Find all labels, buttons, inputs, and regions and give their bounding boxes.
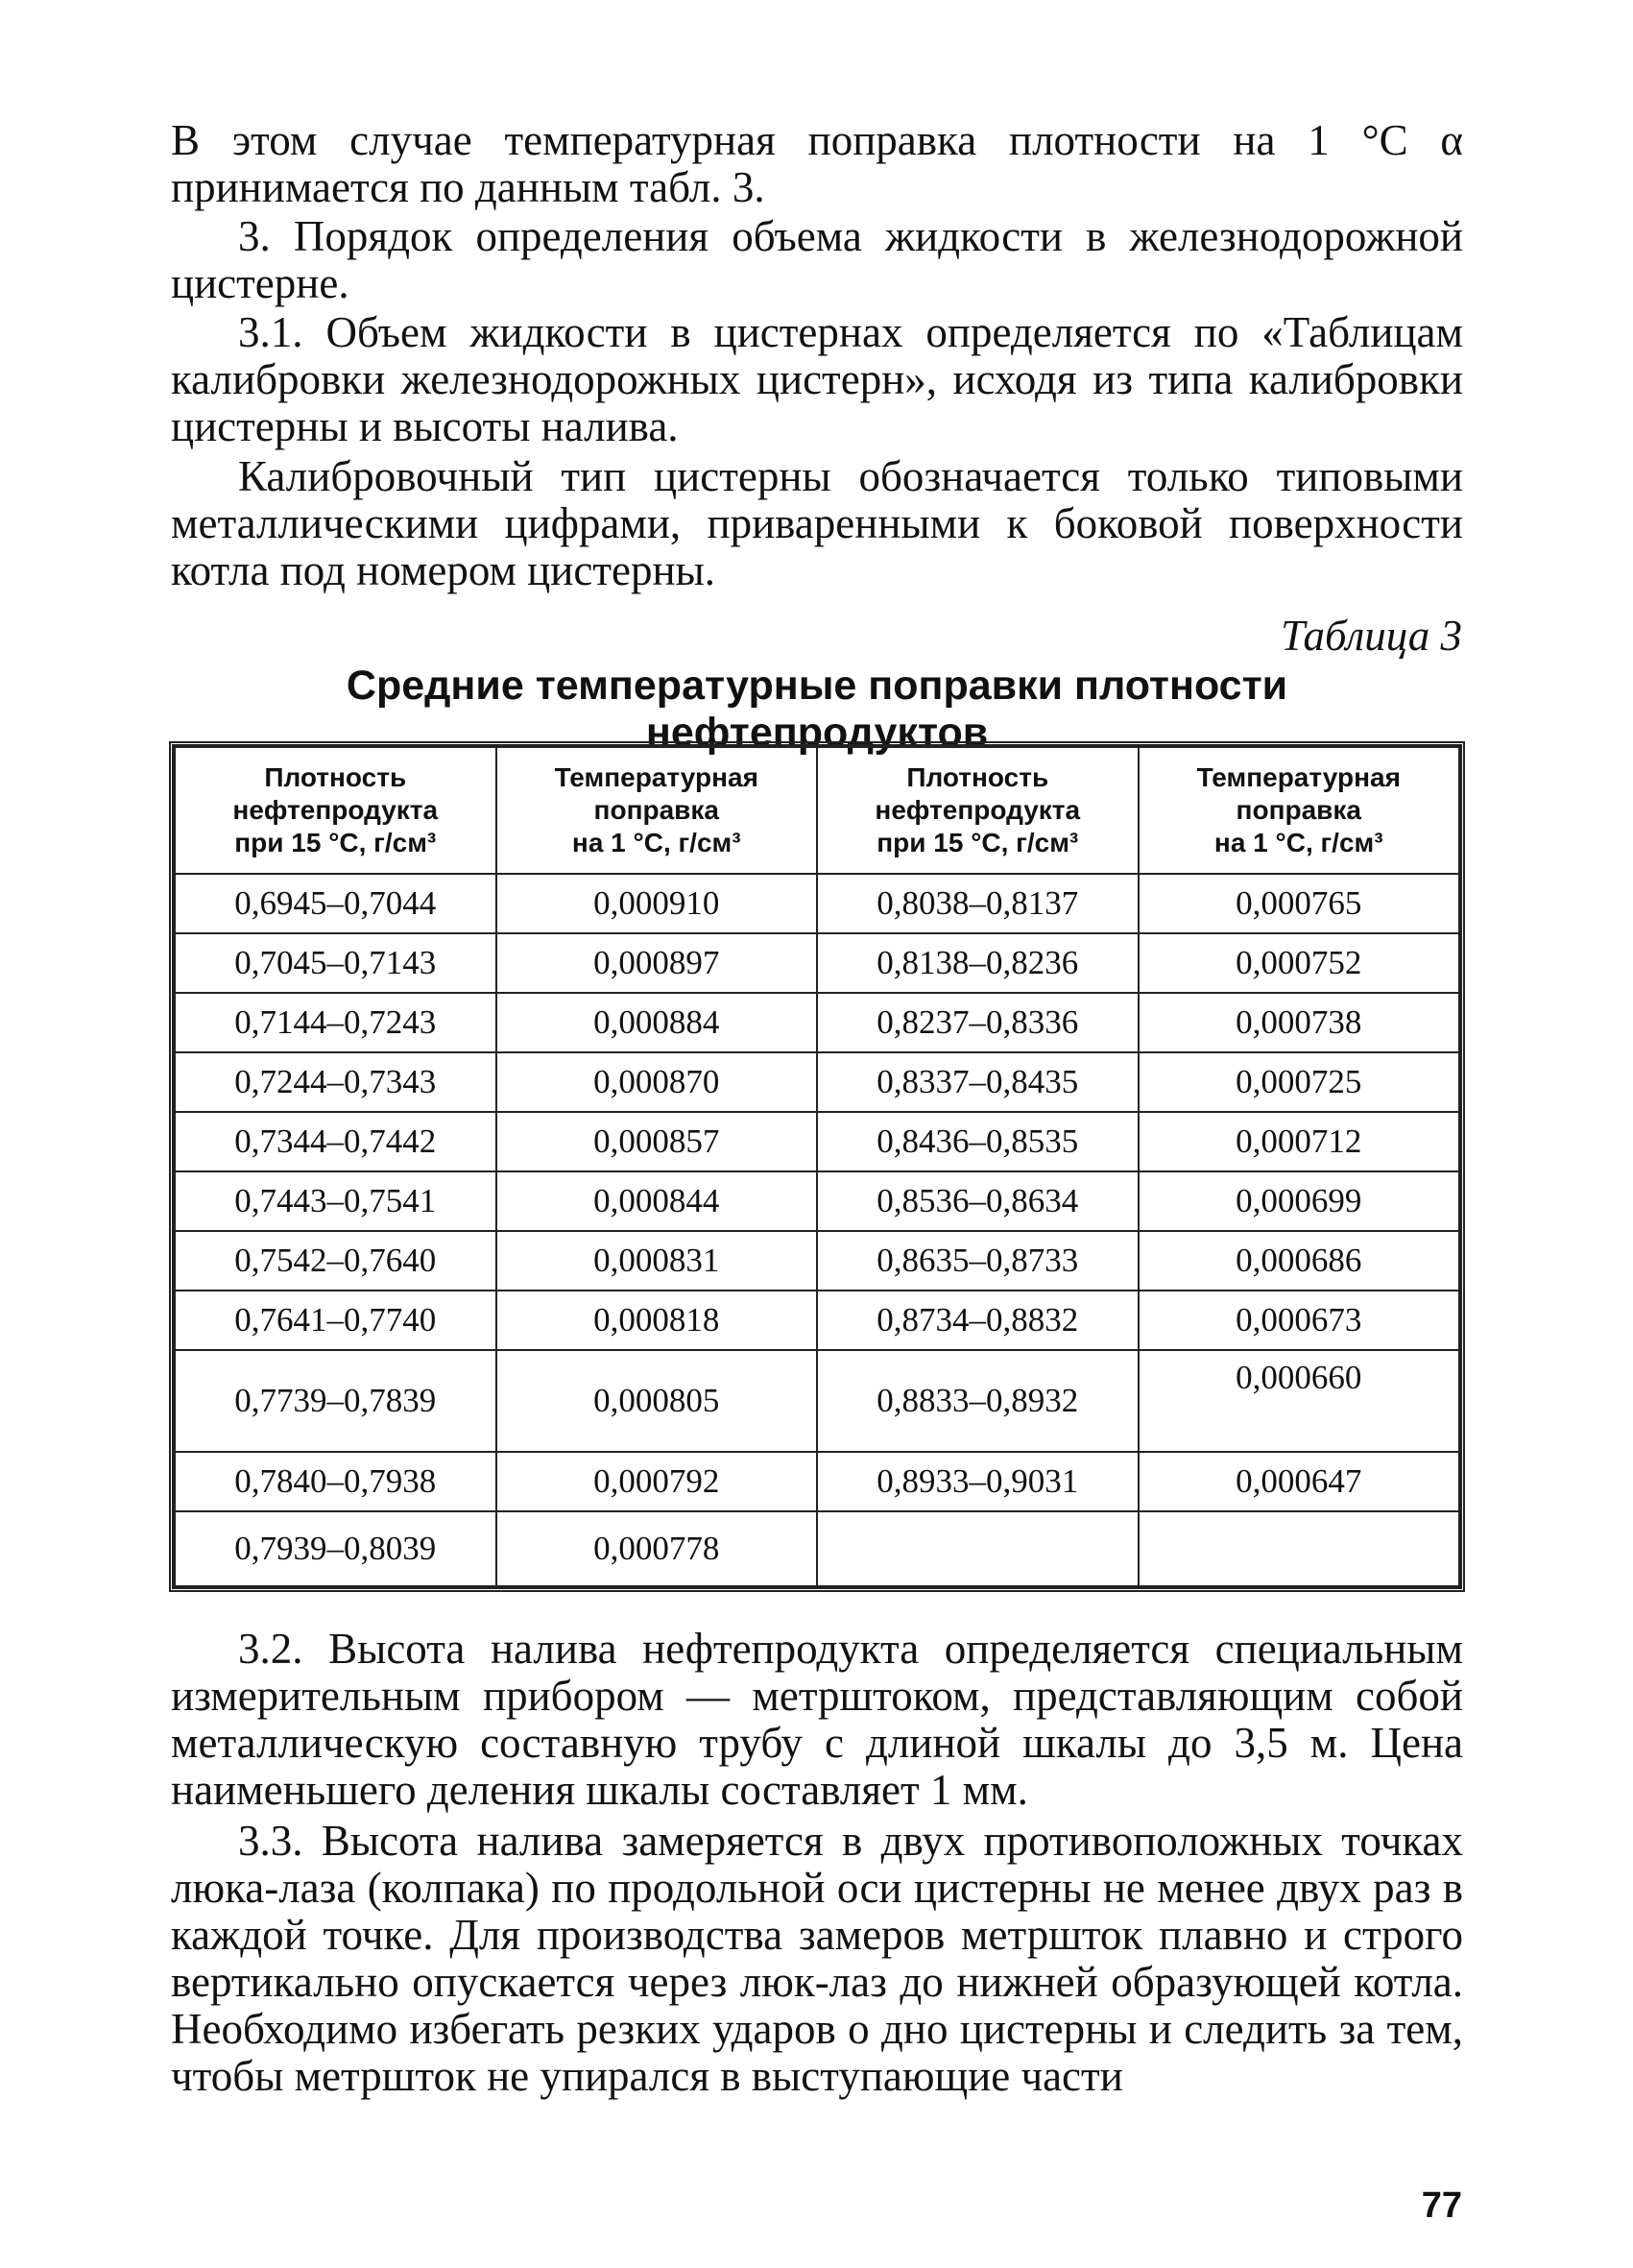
table-label: Таблица 3 (1281, 612, 1462, 660)
table-cell: 0,6945–0,7044 (175, 874, 496, 933)
table-row (175, 1231, 1459, 1291)
table-cell: 0,000686 (1139, 1231, 1460, 1291)
table-cell: 0,8933–0,9031 (817, 1452, 1139, 1511)
table-row (175, 993, 1459, 1052)
paragraph-section-3: 3. Порядок определения объема жидкости в железнодорожной цистерне. (171, 212, 1463, 307)
table-row (175, 874, 1459, 933)
table-cell: 0,7542–0,7640 (175, 1231, 496, 1291)
table-cell: 0,7939–0,8039 (175, 1511, 496, 1586)
table-cell: 0,000765 (1139, 874, 1460, 933)
table-cell: 0,000647 (1139, 1452, 1460, 1511)
table-row (175, 1452, 1459, 1511)
table-row (175, 1350, 1459, 1452)
table-cell: 0,000699 (1139, 1171, 1460, 1231)
table-cell: 0,000897 (496, 933, 818, 993)
table-cell: 0,7244–0,7343 (175, 1052, 496, 1112)
header-correction-2: Температурная поправка на 1 °С, г/см³ (1139, 747, 1460, 874)
table-row (175, 1511, 1459, 1586)
table-cell: 0,8635–0,8733 (817, 1231, 1139, 1291)
paragraph-3-2: 3.2. Высота налива нефтепродукта определяется специальным измерительным прибором — метрштоком, представляющим собой металлическую составную трубу с длиной шкалы до 3,5 м. Цена наименьшего деления шкалы составляет 1 мм. (171, 1625, 1463, 1814)
table-cell: 0,8038–0,8137 (817, 874, 1139, 933)
table-row (175, 1052, 1459, 1112)
table-row (175, 1171, 1459, 1231)
page-number: 77 (1421, 2185, 1462, 2226)
table-cell: 0,8337–0,8435 (817, 1052, 1139, 1112)
paragraph-3-1: 3.1. Объем жидкости в цистернах определяется по «Таблицам калибровки железнодорожных цистерн», исходя из типа калибровки цистерны и высоты налива. (171, 308, 1463, 450)
table-cell: 0,000738 (1139, 993, 1460, 1052)
table-cell: 0,7443–0,7541 (175, 1171, 496, 1231)
table-cell: 0,8237–0,8336 (817, 993, 1139, 1052)
table-cell: 0,000857 (496, 1112, 818, 1171)
table-cell: 0,8436–0,8535 (817, 1112, 1139, 1171)
table-cell: 0,000660 (1139, 1350, 1460, 1452)
paragraph-intro: В этом случае температурная поправка плотности на 1 °С α принимается по данным табл. 3. (171, 116, 1463, 211)
table-cell: 0,000870 (496, 1052, 818, 1112)
table-cell: 0,000752 (1139, 933, 1460, 993)
table-cell: 0,7144–0,7243 (175, 993, 496, 1052)
table-cell: 0,000884 (496, 993, 818, 1052)
table-cell: 0,000910 (496, 874, 818, 933)
table-cell: 0,7840–0,7938 (175, 1452, 496, 1511)
table-cell: 0,8833–0,8932 (817, 1350, 1139, 1452)
table-cell: 0,000673 (1139, 1291, 1460, 1350)
header-density-2: Плотность нефтепродукта при 15 °С, г/см³ (817, 747, 1139, 874)
table-row (175, 1112, 1459, 1171)
temperature-correction-table (169, 741, 1465, 1592)
table-cell: 0,000831 (496, 1231, 818, 1291)
table-cell (817, 1511, 1139, 1586)
table-cell: 0,8536–0,8634 (817, 1171, 1139, 1231)
table-cell: 0,7344–0,7442 (175, 1112, 496, 1171)
table-cell: 0,000818 (496, 1291, 818, 1350)
header-correction-1: Температурная поправка на 1 °С, г/см³ (496, 747, 818, 874)
table-cell: 0,7045–0,7143 (175, 933, 496, 993)
table-cell: 0,8138–0,8236 (817, 933, 1139, 993)
table-cell: 0,7641–0,7740 (175, 1291, 496, 1350)
paragraph-calibration-type: Калибровочный тип цистерны обозначается только типовыми металлическими цифрами, приваренными к боковой поверхности котла под номером цистерны. (171, 452, 1463, 594)
table-row (175, 1291, 1459, 1350)
paragraph-3-3: 3.3. Высота налива замеряется в двух противоположных точках люка-лаза (колпака) по продольной оси цистерны не менее двух раз в каждой точке. Для производства замеров метршток плавно и строго вертикально опускается через люк-лаз до нижней образующей котла. Необходимо избегать резких ударов о дно цистерны и следить за тем, чтобы метршток не упирался в выступающие части (171, 1817, 1463, 2100)
table-cell: 0,000805 (496, 1350, 818, 1452)
table-cell: 0,000844 (496, 1171, 818, 1231)
header-density-1: Плотность нефтепродукта при 15 °С, г/см³ (175, 747, 496, 874)
table-cell: 0,000792 (496, 1452, 818, 1511)
table-header-row (175, 747, 1459, 874)
table-cell: 0,7739–0,7839 (175, 1350, 496, 1452)
table-cell: 0,000725 (1139, 1052, 1460, 1112)
table-row (175, 933, 1459, 993)
table-title: Средние температурные поправки плотности нефтепродуктов (346, 663, 1288, 756)
table-cell: 0,8734–0,8832 (817, 1291, 1139, 1350)
table-cell: 0,000778 (496, 1511, 818, 1586)
table-cell (1139, 1511, 1460, 1586)
table-cell: 0,000712 (1139, 1112, 1460, 1171)
